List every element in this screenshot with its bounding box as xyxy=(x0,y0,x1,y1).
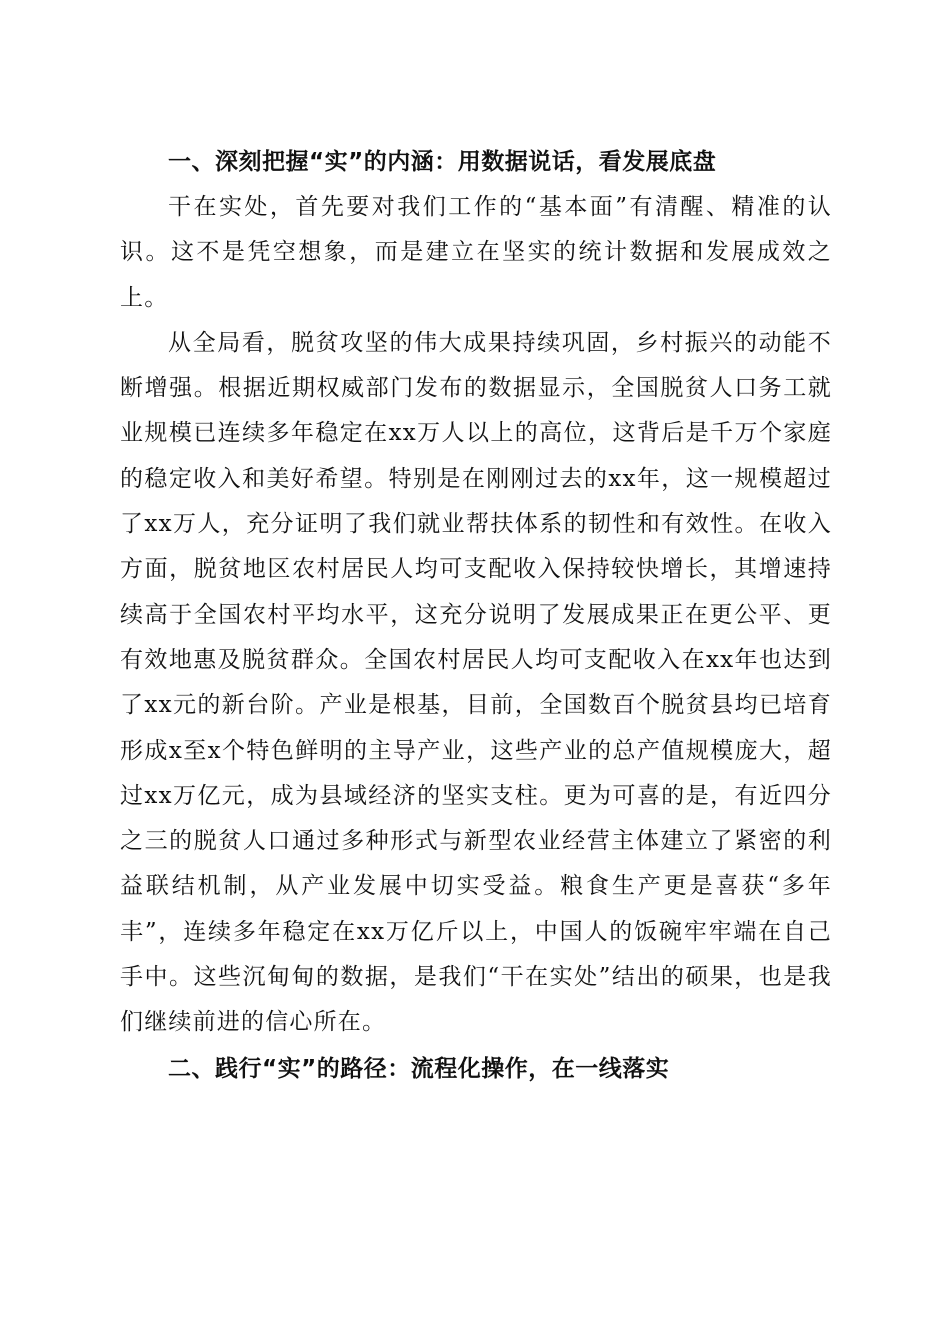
section-heading-2: 二、践行“实”的路径：流程化操作，在一线落实 xyxy=(168,1055,670,1082)
document-body xyxy=(120,139,832,1092)
paragraph-data: 从全局看，脱贫攻坚的伟大成果持续巩固，乡村振兴的动能不断增强。根据近期权威部门发布的数据显示，全国脱贫人口务工就业规模已连续多年稳定在xx万人以上的高位，这背后是千万个家庭的稳定收入和美好希望。特别是在刚刚过去的xx年，这一规模超过了xx万人，充分证明了我们就业帮扶体系的韧性和有效性。在收入方面，脱贫地区农村居民人均可支配收入保持较快增长，其增速持续高于全国农村平均水平，这充分说明了发展成果正在更公平、更有效地惠及脱贫群众。全国农村居民人均可支配收入在xx年也达到了xx元的新台阶。产业是根基，目前，全国数百个脱贫县均已培育形成x至x个特色鲜明的主导产业，这些产业的总产值规模庞大，超过xx万亿元，成为县域经济的坚实支柱。更为可喜的是，有近四分之三的脱贫人口通过多种形式与新型农业经营主体建立了紧密的利益联结机制，从产业发展中切实受益。粮食生产更是喜获“多年丰”，连续多年稳定在xx万亿斤以上，中国人的饭碗牢牢端在自己手中。这些沉甸甸的数据，是我们“干在实处”结出的硕果，也是我们继续前进的信心所在。 xyxy=(120,329,832,1036)
paragraph-intro: 干在实处，首先要对我们工作的“基本面”有清醒、精准的认识。这不是凭空想象，而是建立在坚实的统计数据和发展成效之上。 xyxy=(120,194,832,311)
section-heading-1: 一、深刻把握“实”的内涵：用数据说话，看发展底盘 xyxy=(168,149,717,175)
